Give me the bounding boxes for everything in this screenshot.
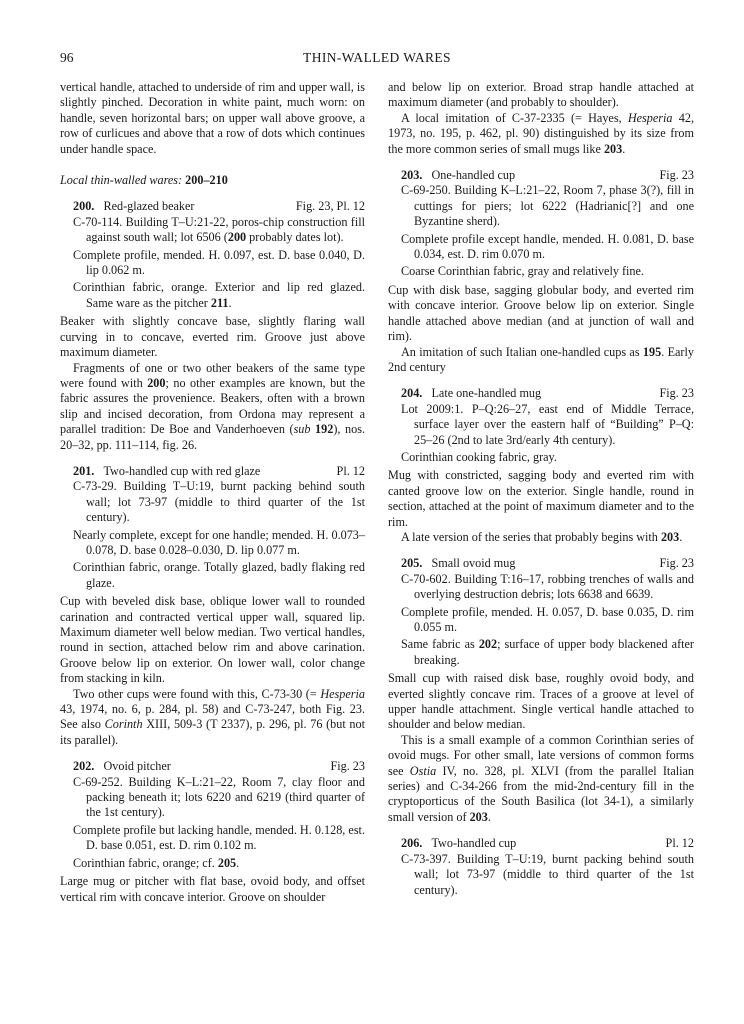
catalog-line: C-70-114. Building T–U:21-22, poros-chip construction fill against south wall; lot 6506 (200 probably dates lot). [73, 214, 365, 245]
catalog-line: C-73-397. Building T–U:19, burnt packing behind south wall; lot 73-97 (middle to third quarter of the 1st century). [401, 851, 694, 897]
catalog-line: Nearly complete, except for one handle; mended. H. 0.073–0.078, D. base 0.028–0.030, D. lip 0.077 m. [73, 527, 365, 557]
catalog-line: C-69-250. Building K–L:21–22, Room 7, phase 3(?), fill in cuttings for piers; lot 6222 (Hadrianic[?] and one Byzantine sherd). [401, 183, 694, 229]
commentary: A late version of the series that probably begins with 203. [401, 529, 683, 544]
catalog-line: Corinthian fabric, orange; cf. 205. [73, 855, 240, 870]
catalog-line: Same fabric as 202; surface of upper body blackened after breaking. [401, 637, 694, 667]
catalog-line: C-73-29. Building T–U:19, burnt packing behind south wall; lot 73-97 (middle to third quarter of the 1st century). [73, 479, 365, 525]
continued-paragraph: and below lip on exterior. Broad strap handle attached at maximum diameter (and probably to shoulder). [388, 80, 694, 110]
figure-reference: Fig. 23 [659, 556, 694, 571]
entry-202-heading: 202. Ovoid pitcher Fig. 23 [73, 759, 365, 774]
figure-reference: Pl. 12 [665, 836, 694, 851]
entry-203-heading: 203. One-handled cup Fig. 23 [401, 168, 694, 183]
figure-reference: Fig. 23 [659, 168, 694, 183]
figure-reference: Fig. 23 [659, 386, 694, 401]
right-column [388, 80, 694, 898]
page-number: 96 [60, 50, 74, 65]
catalog-line: Complete profile except handle, mended. H. 0.081, D. base 0.034, est. D. rim 0.070 m. [401, 231, 694, 262]
entry-200-heading: 200. Red-glazed beaker Fig. 23, Pl. 12 [73, 199, 365, 214]
catalog-line: C-69-252. Building K–L:21–22, Room 7, clay floor and packing beneath it; lots 6220 and 6219 (third quarter of the 1st century). [73, 774, 365, 820]
continued-paragraph: vertical handle, attached to underside of rim and upper wall, is slightly pinched. Decoration in white paint, much worn: on handle, seven horizontal bars; on upper wall above groove, a row of curlicues and above that a row of dots which continues under handle space. [60, 80, 365, 156]
description: Cup with disk base, sagging globular body, and everted rim with concave interior. Groove below lip on exterior. Single handle attached above median (and at junction of wall and rim). [388, 282, 694, 344]
commentary: Fragments of one or two other beakers of the same type were found with 200; no other examples are known, but the fabric assures the provenience. Beakers, often with a brown slip and incised decoration, from Ordona may represent a parallel tradition: De Boe and Vanderhoeven (sub 192), nos. 20–32, pp. 111–114, fig. 26. [60, 360, 366, 452]
catalog-line: Corinthian fabric, orange. Totally glazed, badly flaking red glaze. [73, 560, 365, 590]
figure-reference: Pl. 12 [336, 463, 365, 478]
figure-reference: Fig. 23, Pl. 12 [295, 199, 365, 214]
catalog-line: Complete profile, mended. H. 0.057, D. base 0.035, D. rim 0.055 m. [401, 604, 694, 634]
catalog-line: Coarse Corinthian fabric, gray and relatively fine. [401, 264, 644, 279]
catalog-line: Complete profile but lacking handle, mended. H. 0.128, est. D. base 0.051, est. D. rim 0.102 m. [73, 822, 365, 853]
left-column [60, 80, 365, 905]
commentary: A local imitation of C-37-2335 (= Hayes, Hesperia 42, 1973, no. 195, p. 462, pl. 90) distinguished by its size from the more common series of small mugs like 203. [388, 110, 694, 156]
commentary: Two other cups were found with this, C-73-30 (= Hesperia 43, 1974, no. 6, p. 284, pl. 58) and C-73-247, both Fig. 23. See also Corinth XIII, 509-3 (T 2337), p. 296, pl. 76 (but not its parallel). [60, 686, 366, 747]
commentary: This is a small example of a common Corinthian series of ovoid mugs. For other small, late versions of common forms see Ostia IV, no. 328, pl. XLVI (from the parallel Italian series) and C-34-266 from the mid-2nd-century fill in the cryptoporticus of the South Basilica (lot 34-1), a similarly small version of 203. [388, 732, 695, 824]
running-title: THIN-WALLED WARES [303, 50, 451, 65]
description: Small cup with raised disk base, roughly ovoid body, and everted slightly concave rim. Traces of a groove at level of upper handle attachment. Single vertical handle attached to shoulder and below median. [388, 671, 694, 732]
description: Cup with beveled disk base, oblique lower wall to rounded carination and contracted vertical upper wall, squared lip. Maximum diameter well below median. Two vertical handles, round in section, attached below rim and above carination. Groove below lip on exterior. On lower wall, color change from stacking in kiln. [60, 594, 365, 686]
entry-206-heading: 206. Two-handled cup Pl. 12 [401, 836, 694, 851]
figure-reference: Fig. 23 [330, 759, 365, 774]
catalog-line: Lot 2009:1. P–Q:26–27, east end of Middle Terrace, surface layer over the eastern half of “Building” P–Q: 25–26 (2nd to late 3rd/early 4th century). [401, 401, 694, 447]
description: Large mug or pitcher with flat base, ovoid body, and offset vertical rim with concave interior. Groove on shoulder [60, 874, 365, 904]
commentary: An imitation of such Italian one-handled cups as 195. Early 2nd century [388, 344, 694, 374]
description: Beaker with slightly concave base, slightly flaring wall curving in to concave, everted rim. Groove just above maximum diameter. [60, 314, 365, 360]
catalog-line: Corinthian cooking fabric, gray. [401, 449, 557, 464]
description: Mug with constricted, sagging body and everted rim with canted groove low on the exterior. Single handle, round in section, attached at the point of maximum diameter and to the rim. [388, 468, 694, 529]
catalog-line: Complete profile, mended. H. 0.097, est. D. base 0.040, D. lip 0.062 m. [73, 247, 365, 278]
catalog-line: Corinthian fabric, orange. Exterior and lip red glazed. Same ware as the pitcher 211. [73, 280, 365, 310]
entry-205-heading: 205. Small ovoid mug Fig. 23 [401, 556, 694, 571]
entry-201-heading: 201. Two-handled cup with red glaze Pl. 12 [73, 463, 365, 478]
entry-204-heading: 204. Late one-handled mug Fig. 23 [401, 386, 694, 401]
section-heading: Local thin-walled wares: 200–210 [60, 173, 228, 188]
page-header [60, 50, 694, 70]
catalog-line: C-70-602. Building T:16–17, robbing trenches of walls and overlying destruction debris; lots 6638 and 6639. [401, 571, 694, 602]
